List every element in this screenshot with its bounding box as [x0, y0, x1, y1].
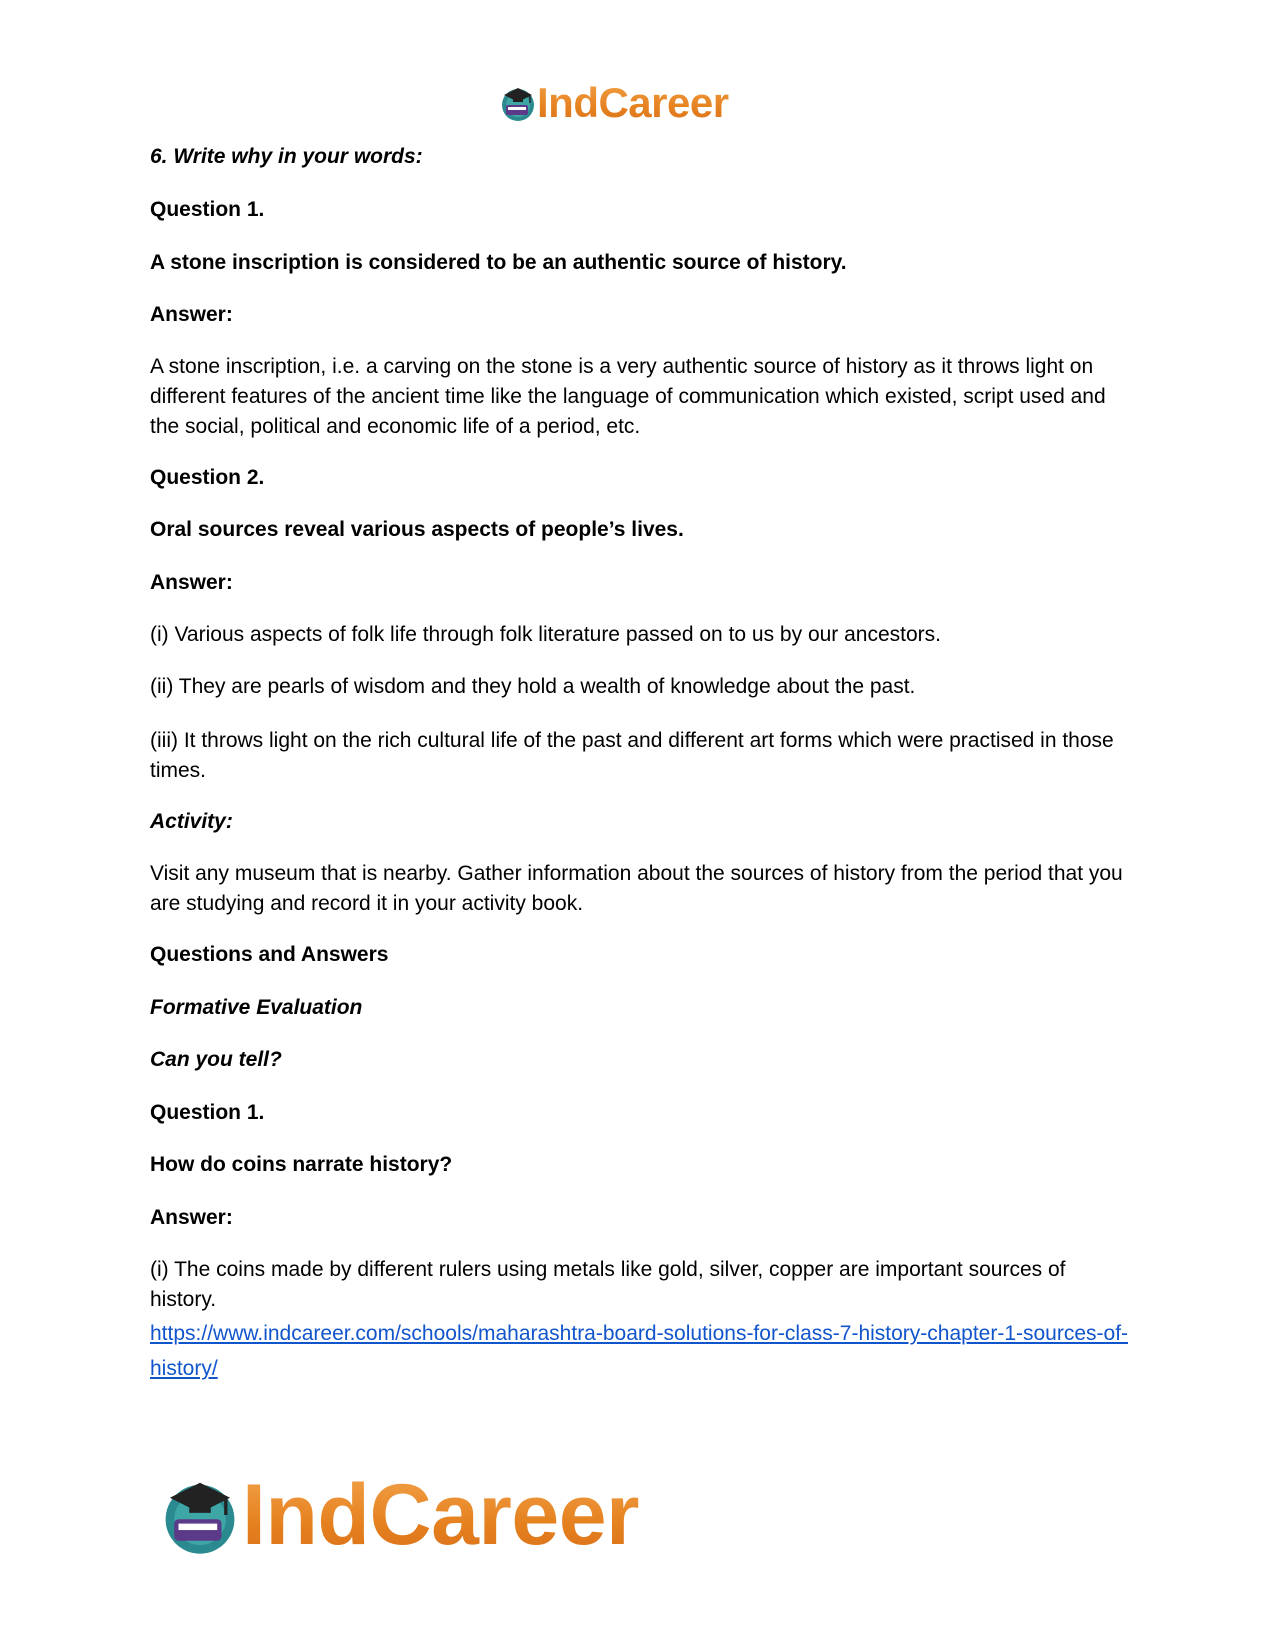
formative-heading: Formative Evaluation: [150, 996, 363, 1019]
answer-point: (iii) It throws light on the rich cultural life of the past and different art forms which were practised in those times.: [150, 729, 1114, 782]
qa-heading: Questions and Answers: [150, 943, 389, 966]
brand-wordmark: IndCareer: [242, 1467, 639, 1563]
source-link[interactable]: https://www.indcareer.com/schools/maharashtra-board-solutions-for-class-7-history-chapter-1-sources-of-history/: [150, 1322, 1129, 1380]
activity-label: Activity:: [150, 810, 233, 833]
answer-label: Answer:: [150, 1206, 233, 1229]
brand-wordmark: IndCareer: [537, 79, 729, 126]
answer-point: (ii) They are pearls of wisdom and they hold a wealth of knowledge about the past.: [150, 675, 916, 698]
section-heading: 6. Write why in your words:: [150, 145, 423, 168]
graduation-cap-book-icon: [500, 83, 536, 123]
can-you-tell-heading: Can you tell?: [150, 1048, 282, 1071]
answer-text: A stone inscription, i.e. a carving on the stone is a very authentic source of history as it throws light on different features of the ancient time like the language of communication which existed, script used and the social, political and economic life of a period, etc.: [150, 355, 1106, 438]
header-logo: [500, 78, 729, 128]
graduation-cap-book-icon: [160, 1472, 240, 1558]
footer-logo: [160, 1467, 639, 1563]
question-text: How do coins narrate history?: [150, 1153, 453, 1176]
question-label: Question 2.: [150, 466, 265, 489]
question-label: Question 1.: [150, 1101, 265, 1124]
question-label: Question 1.: [150, 198, 265, 221]
answer-point: (i) Various aspects of folk life through folk literature passed on to us by our ancestors.: [150, 623, 942, 646]
activity-text: Visit any museum that is nearby. Gather information about the sources of history from the period that you are studying and record it in your activity book.: [150, 862, 1123, 915]
question-text: Oral sources reveal various aspects of people’s lives.: [150, 518, 684, 541]
answer-text: (i) The coins made by different rulers using metals like gold, silver, copper are important sources of history.: [150, 1258, 1066, 1311]
answer-label: Answer:: [150, 303, 233, 326]
question-text: A stone inscription is considered to be an authentic source of history.: [150, 251, 847, 274]
answer-label: Answer:: [150, 571, 233, 594]
